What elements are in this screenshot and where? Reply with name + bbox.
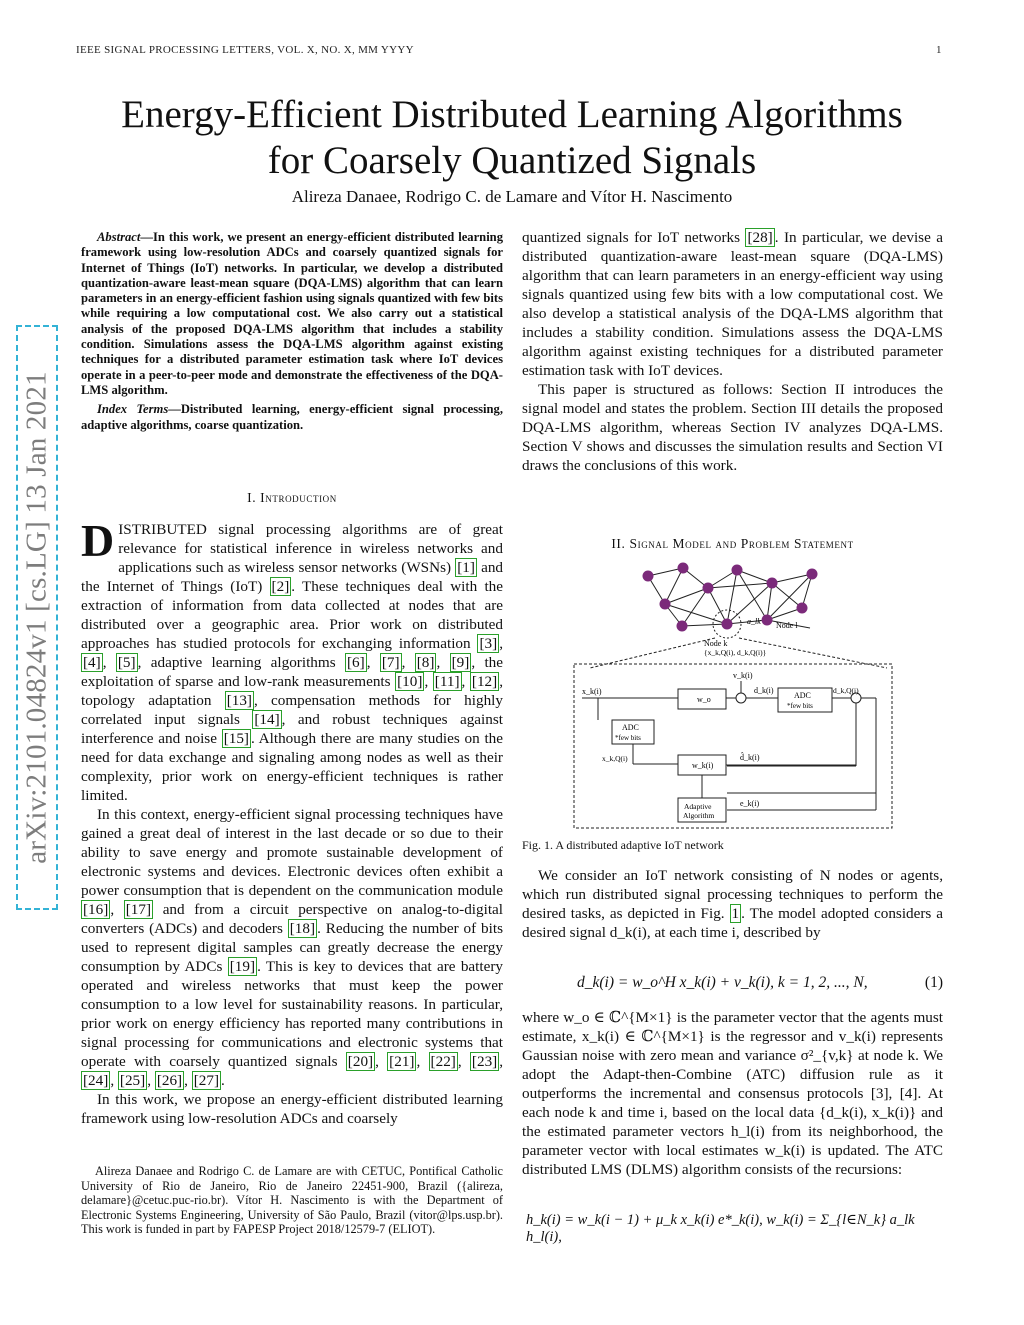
- index-terms-text: —Distributed learning, energy-efficient signal processing, adaptive algorithms, coarse quantization.: [81, 402, 503, 432]
- citation-link[interactable]: [16]: [83, 901, 109, 918]
- section-heading-signal-model: [522, 536, 943, 552]
- section-number: II.: [611, 536, 626, 551]
- intro-body: [81, 515, 504, 1128]
- text-run: ,: [110, 1072, 118, 1089]
- citation-link[interactable]: [21]: [389, 1053, 415, 1070]
- text-run: ,: [461, 673, 470, 690]
- label-vk: v_k(i): [733, 671, 753, 680]
- text-run: , the exploitation of sparse and low-rank measurements: [81, 654, 504, 690]
- intro-paragraph-1: [81, 515, 504, 805]
- equation-1-body: d_k(i) = w_o^H x_k(i) + v_k(i), k = 1, 2, ..., N,: [577, 974, 868, 991]
- citation-link[interactable]: [18]: [289, 920, 316, 937]
- intro-paragraph-3: In this work, we propose an energy-efficient distributed learning framework using low-resolution ADCs and coarsely: [81, 1091, 503, 1127]
- text-run: . In particular, we devise a distributed quantization-aware least-mean square (DQA-LMS) algorithm that can learn parameters in an energy-efficient way using signals quantized using few bits with a low computational cost. We also develop a statistical analysis of the DQA-LMS algorithm that includes a stability condition. Simulations assess the DQA-LMS algorithm against existing techniques for a distributed parameter estimation task with IoT devices.: [522, 229, 943, 379]
- text-run: ,: [457, 1053, 470, 1070]
- citation-link[interactable]: [1]: [457, 559, 475, 576]
- text-run: quantized signals for IoT networks: [522, 229, 746, 246]
- intro-paragraph-2: [81, 805, 503, 1090]
- text-run: ,: [416, 1053, 429, 1070]
- network-node: [797, 603, 808, 614]
- citation-link[interactable]: [23]: [471, 1053, 498, 1070]
- abstract-text: —In this work, we present an energy-efficient distributed learning framework using low-resolution ADCs and coarsely quantized signals for Internet of Things (IoT) networks. In particular, we develop a distributed quantization-aware least-mean square (DQA-LMS) algorithm that can learn parameters in an energy-efficient fashion using signals quantized with few bits while requiring a low computational cost. We also carry out a statistical analysis of the proposed DQA-LMS algorithm that includes a stability condition. Simulations assess the DQA-LMS algorithm against existing techniques for a distributed parameter estimation task where IoT devices operate in a peer-to-peer mode and demonstrate the effectiveness of the DQA-LMS algorithm.: [81, 230, 503, 397]
- text-run: . This is key to devices that are battery operated and wireless networks that must keep the power consumption to a low level for sustainability reasons. In particular, prior work on energy efficiency has reported many contributions in signal processing for communications and electronic systems that operate with coarsely quantized signals: [81, 958, 503, 1070]
- text-run: nodes or agents, which run distributed signal processing techniques to perform the desired tasks, as depicted in Fig.: [522, 867, 943, 922]
- label-wk: w_k(i): [692, 761, 714, 770]
- text-run: .: [221, 1072, 225, 1089]
- citation-link[interactable]: [13]: [226, 692, 252, 709]
- citation-link[interactable]: [5]: [117, 654, 136, 671]
- text-run: We consider an IoT network consisting of: [538, 867, 820, 884]
- section-heading-introduction: [81, 490, 503, 506]
- text-run: . Reducing the number of bits used to represent digital samples can greatly decrease the energy consumption by ADCs: [81, 920, 503, 975]
- equation-1-number: (1): [924, 974, 943, 991]
- text-run: and from a circuit perspective on analog-to-digital converters (ADCs) and decoders: [81, 901, 504, 937]
- right-column-continued: [522, 1008, 943, 1179]
- citation-link[interactable]: [17]: [125, 901, 152, 918]
- citation-link[interactable]: [10]: [397, 673, 423, 690]
- text-run: ,: [424, 673, 433, 690]
- label-adc-left: ADC: [622, 723, 639, 732]
- intro-lead: ISTRIBUTED: [118, 521, 207, 538]
- label-adc-right: ADC: [794, 691, 811, 700]
- citation-link[interactable]: [25]: [119, 1072, 146, 1089]
- figure-link[interactable]: 1: [731, 905, 740, 922]
- right-paragraph-4: where w_o ∈ ℂ^{M×1} is the parameter vector that the agents must estimate, x_k(i) ∈ ℂ^{M×1} is the regressor and v_k(i) represents Gaussian noise with zero mean and variance σ²_{v,k} at node k. We adopt the Adapt-then-Combine (ATC) diffusion rule as it outperforms the incremental and consensus protocols [3], [4]. At each node k and time i, based on the local data {d_k(i), x_k(i)} and the estimated parameter vectors h_l(i) from its neighborhood, the parameter vector with local estimates w_k(i) is updated. The ATC distributed LMS (DLMS) algorithm consists of the recursions:: [522, 1009, 943, 1178]
- citation-link[interactable]: [7]: [381, 654, 400, 671]
- figure-1-diagram: [522, 558, 943, 836]
- citation-link[interactable]: [22]: [430, 1053, 456, 1070]
- text-run: . These techniques deal with the extraction of information from data collected at nodes that are distributed over a geographic area. Prior work on distributed approaches has studied protocols for exchanging information: [81, 578, 503, 652]
- node-l: [762, 615, 773, 626]
- text-run: ,: [499, 1053, 504, 1070]
- citation-link[interactable]: [4]: [83, 654, 101, 671]
- network-node: [767, 578, 778, 589]
- text-run: , compensation methods for highly correlated input signals: [81, 692, 503, 728]
- right-column-bottom: [522, 866, 943, 942]
- text-run: ,: [366, 654, 380, 671]
- paper-title: [60, 92, 964, 184]
- citation-link[interactable]: [26]: [156, 1072, 183, 1089]
- network-node: [660, 599, 671, 610]
- label-few-bits-left: *few bits: [615, 734, 641, 742]
- citation-link[interactable]: [6]: [346, 654, 365, 671]
- arxiv-stamp-box[interactable]: [16, 325, 58, 910]
- network-node: [732, 565, 743, 576]
- page-number: 1: [936, 44, 942, 56]
- citation-link[interactable]: [8]: [416, 654, 435, 671]
- network-node: [643, 571, 654, 582]
- citation-link[interactable]: [28]: [747, 229, 773, 246]
- node-k: [722, 619, 733, 630]
- affiliation-footnote: Alireza Danaee and Rodrigo C. de Lamare are with CETUC, Pontifical Catholic University of Rio de Janeiro, Rio de Janeiro 22451-900, Brazil ({alireza, delamare}@cetuc.puc-rio.br). Vítor H. Nascimento is with the Department of Electronic Systems Engineering, University of São Paulo, Brazil (vitor@lps.usp.br). This work is funded in part by FAPESP Project 2018/12579-7 (ELIOT).: [81, 1164, 503, 1237]
- section-number: I.: [247, 490, 257, 505]
- text-run: ,: [375, 1053, 388, 1070]
- section-title: Introduction: [260, 490, 337, 505]
- author-list: Alireza Danaee, Rodrigo C. de Lamare and Vítor H. Nascimento: [291, 187, 733, 206]
- network-node: [807, 569, 818, 580]
- text-run: and the Internet of Things (IoT): [81, 559, 504, 595]
- section-title: Signal Model and Problem Statement: [629, 536, 854, 551]
- text-run: ,: [436, 654, 450, 671]
- title-line-2: for Coarsely Quantized Signals: [267, 139, 757, 182]
- text-run: ,: [102, 654, 116, 671]
- text-run: ,: [401, 654, 415, 671]
- label-adaptive-1: Adaptive: [684, 802, 712, 811]
- index-terms-label: Index Terms: [97, 402, 169, 417]
- label-dkhat: d̂_k(i): [740, 753, 760, 762]
- citation-link[interactable]: [20]: [347, 1053, 374, 1070]
- drop-cap: D: [81, 515, 115, 566]
- text-run: ,: [499, 635, 503, 652]
- network-node: [678, 563, 689, 574]
- label-dkq: d_k,Q(i): [833, 686, 859, 695]
- footnote: [81, 1164, 503, 1237]
- label-node-k: Node k: [704, 639, 728, 648]
- right-paragraph-2: This paper is structured as follows: Section II introduces the signal model and states the problem. Section III details the proposed DQA-LMS algorithm, whereas Section IV analyzes DQA-LMS. Section V shows and discusses the simulation results and Section VI draws the conclusions of this work.: [522, 381, 943, 474]
- network-node: [703, 583, 714, 594]
- arxiv-stamp: arXiv:2101.04824v1 [cs.LG] 13 Jan 2021: [20, 371, 53, 864]
- text-run: , adaptive learning algorithms: [137, 654, 345, 671]
- title-line-1: Energy-Efficient Distributed Learning Algorithms: [121, 93, 903, 136]
- label-few-bits-right: *few bits: [787, 702, 813, 710]
- text-run: signal processing algorithms are of great relevance for statistical inference in wireless networks and applications such as wireless sensor networks (WSNs): [118, 521, 503, 576]
- right-paragraph-1: [522, 228, 943, 380]
- citation-link[interactable]: [11]: [434, 673, 460, 690]
- text-run: . Although there are many studies on the need for data exchange and signaling among nodes as well as their complexity, prior work on energy-efficient techniques is rather limited.: [81, 730, 503, 804]
- label-ek: e_k(i): [740, 799, 760, 808]
- citation-link[interactable]: [2]: [271, 578, 290, 595]
- text-run: N: [819, 867, 831, 884]
- text-run: , topology adaptation: [81, 673, 504, 709]
- right-paragraph-3: [522, 866, 943, 942]
- label-dk: d_k(i): [754, 686, 774, 695]
- abstract-label: Abstract: [97, 230, 141, 244]
- citation-link[interactable]: [3]: [479, 635, 498, 652]
- right-column-top: [522, 228, 943, 475]
- citation-link[interactable]: [27]: [193, 1072, 220, 1089]
- text-run: . The model adopted considers a desired signal d_k(i), at each time i, described by: [522, 905, 944, 941]
- label-wo: w_o: [697, 695, 711, 704]
- citation-link[interactable]: [15]: [223, 730, 249, 747]
- label-node-k-set: {x_k,Q(i), d_k,Q(i)}: [704, 648, 767, 657]
- label-xk: x_k(i): [582, 687, 602, 696]
- text-run: ,: [110, 901, 124, 918]
- text-run: ,: [147, 1072, 155, 1089]
- label-adaptive-2: Algorithm: [683, 811, 715, 820]
- label-node-l: Node l: [776, 621, 798, 630]
- citation-link[interactable]: [12]: [471, 673, 498, 690]
- citation-link[interactable]: [9]: [451, 654, 470, 671]
- abstract: [81, 230, 503, 433]
- running-header: IEEE SIGNAL PROCESSING LETTERS, VOL. X, NO. X, MM YYYY: [76, 44, 414, 56]
- label-xkq: x_k,Q(i): [602, 754, 628, 763]
- figure-caption: Fig. 1. A distributed adaptive IoT network: [522, 838, 724, 852]
- text-run: In this context, energy-efficient signal processing techniques have gained a great deal of interest in the last decade or so due to their ability to save energy and promote sustainable development of electronic systems and devices. Electronic devices often exhibit a power consumption that is dependent on the communication module: [81, 806, 503, 899]
- equation-2: h_k(i) = w_k(i − 1) + μ_k x_k(i) e*_k(i), w_k(i) = Σ_{l∈N_k} a_lk h_l(i),: [526, 1212, 915, 1245]
- network-node: [677, 621, 688, 632]
- text-run: ,: [184, 1072, 192, 1089]
- label-alk: a_lk: [747, 617, 761, 626]
- citation-link[interactable]: [24]: [83, 1072, 109, 1089]
- text-run: , and robust techniques against interference and noise: [81, 711, 503, 747]
- citation-link[interactable]: [14]: [254, 711, 280, 728]
- citation-link[interactable]: [19]: [229, 958, 256, 975]
